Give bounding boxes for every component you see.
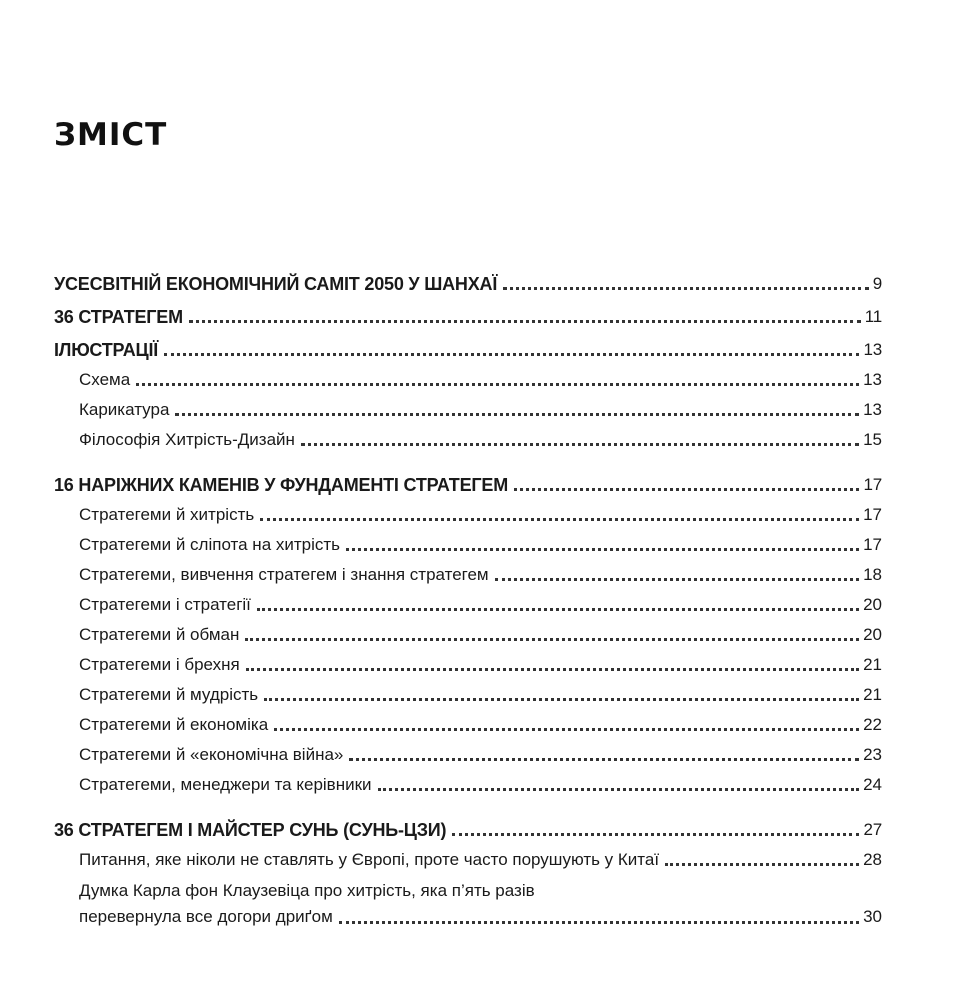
dot-leader xyxy=(378,788,860,791)
toc-subentry[interactable] xyxy=(54,646,882,676)
toc-page-number: 22 xyxy=(863,715,882,734)
toc-section[interactable] xyxy=(54,463,882,496)
toc-entry-title: Питання, яке ніколи не ставлять у Європі, проте часто порушують у Китаї xyxy=(79,850,660,869)
toc-entry-title: 36 СТРАТЕГЕМ І МАЙСТЕР СУНЬ (СУНЬ-ЦЗИ) xyxy=(54,820,447,840)
toc-entry-title: Стратегеми, вивчення стратегем і знання стратегем xyxy=(79,565,489,584)
toc-subentry[interactable] xyxy=(54,706,882,736)
dot-leader xyxy=(189,320,861,323)
toc-subentry[interactable] xyxy=(54,586,882,616)
dot-leader xyxy=(301,443,859,446)
toc-entry-title: Стратегеми й економіка xyxy=(79,715,269,734)
dot-leader xyxy=(495,578,859,581)
toc-entry-title-line1: Думка Карла фон Клаузевіца про хитрість, яка п’ять разів xyxy=(79,881,535,900)
toc-page-number: 17 xyxy=(863,475,882,494)
toc-entry-title: Стратегеми й «економічна війна» xyxy=(79,745,344,764)
toc-section[interactable] xyxy=(54,295,882,328)
toc-subentry[interactable] xyxy=(54,766,882,796)
dot-leader xyxy=(503,287,869,290)
toc-page-number: 23 xyxy=(863,745,882,764)
toc-section[interactable] xyxy=(54,328,882,361)
dot-leader xyxy=(264,698,859,701)
toc-page-number: 24 xyxy=(863,775,882,794)
toc-subentry[interactable] xyxy=(54,736,882,766)
toc-page-number: 27 xyxy=(863,820,882,839)
dot-leader xyxy=(164,353,859,356)
dot-leader xyxy=(349,758,859,761)
toc-subentry[interactable] xyxy=(54,616,882,646)
toc-entry-title: Стратегеми і брехня xyxy=(79,655,240,674)
toc-entry-title: УСЕСВІТНІЙ ЕКОНОМІЧНИЙ САМІТ 2050 У ШАНХАЇ xyxy=(54,274,498,294)
dot-leader xyxy=(136,383,859,386)
toc-page-number: 11 xyxy=(864,307,882,326)
toc-subentry[interactable] xyxy=(54,391,882,421)
dot-leader xyxy=(245,638,859,641)
toc-page-number: 9 xyxy=(872,274,882,293)
toc-page-number: 15 xyxy=(863,430,882,449)
toc-entry-title: Схема xyxy=(79,370,131,389)
toc-entry-title: 36 СТРАТЕГЕМ xyxy=(54,307,183,327)
toc-entry-title: Карикатура xyxy=(79,400,170,419)
toc-entry-title: ІЛЮСТРАЦІЇ xyxy=(54,340,159,360)
table-of-contents xyxy=(54,262,882,929)
toc-page-number: 17 xyxy=(863,505,882,524)
toc-entry-title: Стратегеми й сліпота на хитрість xyxy=(79,535,341,554)
toc-page-number: 30 xyxy=(863,907,882,926)
toc-subentry[interactable] xyxy=(54,841,882,871)
toc-entry-line2 xyxy=(79,905,882,929)
dot-leader xyxy=(452,833,859,836)
dot-leader xyxy=(260,518,859,521)
toc-section[interactable] xyxy=(54,262,882,295)
toc-subentry[interactable] xyxy=(54,676,882,706)
dot-leader xyxy=(514,488,859,491)
toc-entry-title: Стратегеми й мудрість xyxy=(79,685,259,704)
toc-page-number: 20 xyxy=(863,595,882,614)
toc-entry-title: Філософія Хитрість-Дизайн xyxy=(79,430,295,449)
toc-page-number: 13 xyxy=(863,340,882,359)
toc-page-number: 13 xyxy=(863,370,882,389)
dot-leader xyxy=(346,548,859,551)
toc-entry-title: Стратегеми і стратегії xyxy=(79,595,251,614)
toc-subentry[interactable] xyxy=(54,361,882,391)
toc-page-number: 17 xyxy=(863,535,882,554)
dot-leader xyxy=(257,608,859,611)
toc-page-number: 13 xyxy=(863,400,882,419)
toc-page-number: 28 xyxy=(863,850,882,869)
toc-subentry[interactable] xyxy=(54,421,882,451)
dot-leader xyxy=(246,668,859,671)
dot-leader xyxy=(274,728,859,731)
toc-page-number: 18 xyxy=(863,565,882,584)
toc-section[interactable] xyxy=(54,808,882,841)
toc-page-number: 21 xyxy=(863,655,882,674)
toc-subentry[interactable] xyxy=(54,556,882,586)
dot-leader xyxy=(339,921,859,924)
toc-entry-title: Стратегеми, менеджери та керівники xyxy=(79,775,372,794)
toc-entry-title: Стратегеми й хитрість xyxy=(79,505,255,524)
toc-page-number: 20 xyxy=(863,625,882,644)
toc-subentry[interactable] xyxy=(54,526,882,556)
toc-entry-title-line2: перевернула все догори дриґом xyxy=(79,907,333,926)
page-title: ЗМІСТ xyxy=(54,117,168,153)
toc-page-number: 21 xyxy=(863,685,882,704)
dot-leader xyxy=(175,413,859,416)
toc-entry-title: Стратегеми й обман xyxy=(79,625,240,644)
dot-leader xyxy=(665,863,859,866)
toc-subentry[interactable] xyxy=(54,496,882,526)
toc-entry-title: 16 НАРІЖНИХ КАМЕНІВ У ФУНДАМЕНТІ СТРАТЕГЕМ xyxy=(54,475,508,495)
toc-subentry[interactable] xyxy=(54,871,882,929)
